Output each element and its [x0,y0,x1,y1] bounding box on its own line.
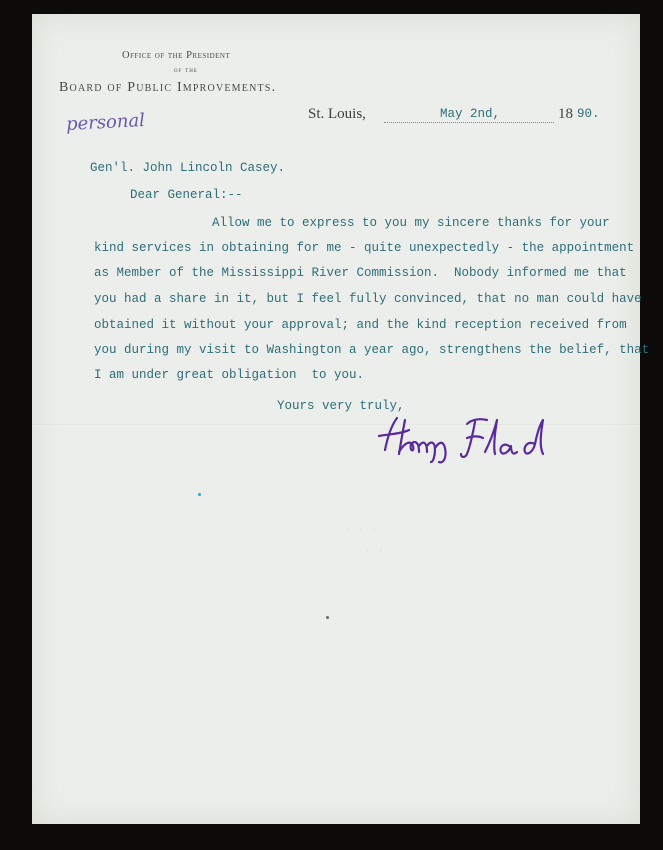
body-line: you had a share in it, but I feel fully convinced, that no man could have [94,292,642,306]
dateline-rule [384,122,554,123]
faint-offset-text: . . . [232,522,503,534]
closing: Yours very truly, [277,399,405,413]
faint-offset-text: . . [272,544,431,556]
handwritten-signature [375,412,565,464]
salutation: Dear General:-- [130,188,243,202]
letterhead-office: Office of the President [122,50,231,61]
body-line: kind services in obtaining for me - quite unexpectedly - the appointment [94,241,635,255]
dateline-year-typed: 90. [577,107,600,121]
body-line: obtained it without your approval; and the kind reception received from [94,318,627,332]
ink-speck [198,493,201,496]
dateline-date: May 2nd, [440,107,501,121]
ink-speck [326,616,329,619]
body-line: you during my visit to Washington a year ago, strengthens the belief, that [94,343,650,357]
letterhead-of-the: of the [174,66,198,74]
body-line: as Member of the Mississippi River Commission. Nobody informed me that [94,266,627,280]
letterhead-board: Board of Public Improvements. [59,80,277,95]
handwritten-note: personal [65,109,146,136]
dateline-year-printed: 18 [558,106,573,122]
letter-page [32,14,650,824]
body-line: I am under great obligation to you. [94,368,365,382]
recipient-line: Gen'l. John Lincoln Casey. [90,161,286,175]
dateline-place: St. Louis, [308,106,366,122]
body-line: Allow me to express to you my sincere thanks for your [212,216,610,230]
